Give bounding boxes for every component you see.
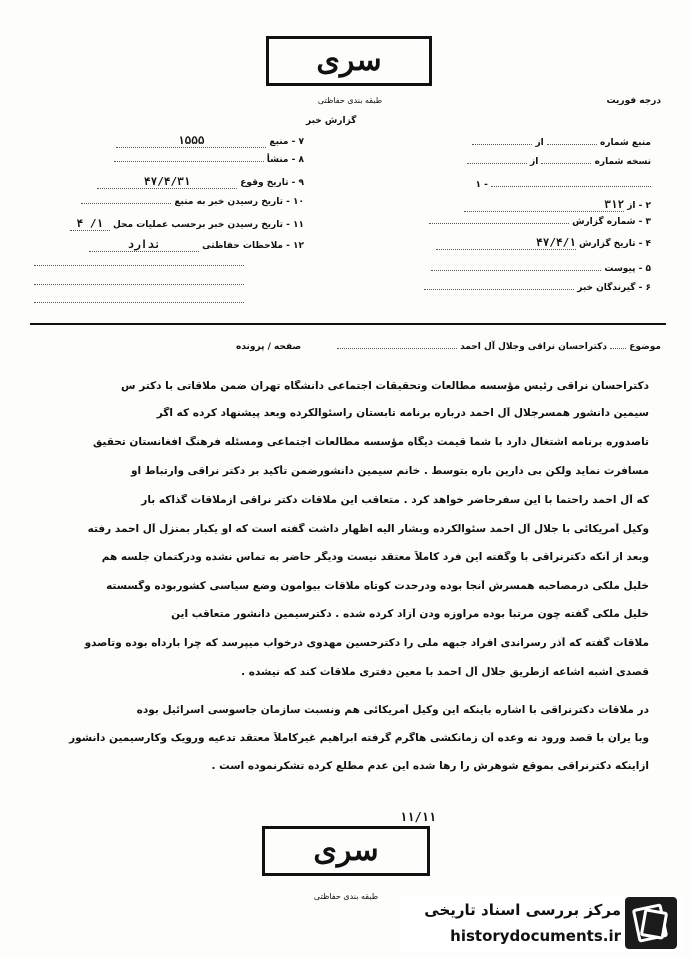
classification-stamp-top — [266, 36, 432, 86]
body-line: تاصدوره برنامه اشتغال دارد با شما قیمت دیگاه مؤسسه مطالعات اجتماعی ومسئله فرهنگ افغانستان تحقیق — [92, 436, 649, 448]
field-label: شماره — [600, 138, 629, 148]
field-label: ۸ - منشأ — [266, 155, 304, 165]
field-value: ۳۱۲ — [464, 198, 624, 212]
body-line: وکیل آمریکائی با جلال آل احمد سئوالکرده وبشار الیه اظهار داشت گفته است که او یکبار بمنزل آل احمد رفته — [87, 523, 649, 535]
body-line: وبا یران با قصد ورود نه وعده آن زمانکشی هاگرم گرفته ابراهیم غیرکاملاً معتقد تدعیه ورویک وکارسیمین دانشور — [69, 732, 649, 744]
copy-number-field — [467, 157, 651, 167]
field-value: ۴۷/۴/۳۱ — [97, 175, 237, 189]
field-value — [81, 203, 171, 204]
field-value: ۴۷/۴/۱ — [436, 236, 576, 250]
stamp-caption-bottom: طبقه بندی حفاظتی — [313, 892, 379, 901]
field-label: نسخه — [626, 157, 651, 167]
source-number-field — [472, 138, 651, 148]
field-3 — [429, 217, 651, 227]
blank-line — [34, 302, 244, 303]
field-label: ۱۰ - تاریخ رسیدن خبر به منبع — [174, 197, 304, 207]
field-value: ۱/ ۴ — [70, 217, 110, 231]
blank-line — [34, 284, 244, 285]
handwritten-mark: ۱۱/۱۱ — [400, 810, 437, 824]
field-label: شماره — [594, 157, 624, 167]
subject-value: دکتراحسان نراقی وجلال آل احمد — [460, 342, 608, 352]
field-label: منبع — [631, 138, 651, 148]
field-value — [429, 223, 569, 224]
blank-line — [34, 265, 244, 266]
field-value — [114, 161, 264, 162]
field-1 — [476, 180, 652, 190]
stamp-text: سری — [313, 833, 379, 868]
body-line: ملاقات گفته که آذر رسراندی افراد جبهه ملی را دکترحسین مهدوی درخواب میپرسد که چرا بارداه بوده وتاصدو — [84, 637, 649, 649]
field-7 — [34, 134, 304, 148]
field-value — [424, 289, 574, 290]
field-label: ۵ - پیوست — [604, 264, 651, 274]
body-line: در ملاقات دکترنراقی با اشاره باینکه این وکیل آمریکائی هم ونسبت سازمان جاسوسی اسرائیل بوده — [136, 704, 649, 716]
field-label: ۲ - از — [627, 201, 651, 211]
field-10 — [34, 197, 304, 207]
body-line: که آل احمد راحتماً با این سفرحاضر خواهد کرد . متعاقب این ملاقات دکتر نراقی ازملاقات گذاکه بار — [141, 494, 649, 506]
field-value: ۱۵۵۵ — [116, 134, 266, 148]
body-line: ازاینکه دکترنراقی بموقع شوهرش را رها شده این عدم مطلع کرده تشکرنموده است . — [211, 760, 649, 772]
field-8 — [34, 155, 304, 165]
field-label: ۱۲ - ملاحظات حفاظتی — [202, 241, 304, 251]
field-label: ۷ - منبع — [269, 137, 304, 147]
body-line: خلیل ملکی درمصاحبه همسرش آنجا بوده ودرحدت کوتاه ملاقات بیوامون وضع سیاسی کشوربوده وگسسته — [106, 580, 649, 592]
watermark-title: مرکز بررسی اسناد تاریخی — [424, 901, 621, 919]
field-label: ۱۱ - تاریخ رسیدن خبر برحسب عملیات محل — [112, 220, 304, 230]
field-label: از — [535, 138, 544, 148]
field-12 — [34, 238, 304, 252]
field-5 — [431, 264, 651, 274]
field-4 — [436, 236, 651, 250]
field-2 — [464, 198, 651, 212]
stamp-caption-top: طبقه بندی حفاظتی — [317, 96, 383, 105]
subject-label: موضوع — [629, 342, 661, 352]
field-value — [431, 270, 601, 271]
field-label: ۶ - گیرندگان خبر — [577, 283, 651, 293]
field-label: ۱ - — [475, 180, 491, 190]
archive-watermark — [401, 895, 683, 951]
body-line: قصدی اشبه اشاعه ازطریق جلال آل احمد با معین دفتری ملاقات کند که نیشده . — [241, 666, 649, 678]
field-value: ندارد — [89, 238, 199, 252]
body-line: سیمین دانشور همسرجلال آل احمد درباره برنامه تابستان راسئوالکرده وبعد پیشنهاد کرده که اگر — [156, 407, 649, 419]
report-title: گزارش خبر — [306, 116, 357, 126]
document-stack-icon — [625, 897, 677, 949]
body-line: مسافرت نماید ولکن بی دارین باره بتوسط . خانم سیمین دانشورضمن تأکید بر دکتر نراقی وارتباط او — [130, 465, 649, 477]
body-line: خلیل ملکی گفته چون مرتباً بوده مراوزه ودن آزاد کرده شده . دکترسیمین دانشور متعاقب این — [171, 608, 649, 620]
priority-label: درجه فوریت — [606, 96, 661, 106]
stamp-text: سری — [316, 43, 382, 78]
page-label: صفحه / پرونده — [236, 342, 302, 352]
field-9 — [34, 175, 304, 189]
field-label: ۳ - شماره گزارش — [572, 217, 651, 227]
watermark-url: historydocuments.ir — [450, 927, 621, 945]
field-value — [491, 186, 651, 187]
body-line: وبعد از آنکه دکترنراقی با وگفته این فرد کاملاً معتقد نیست ودیگر حاضر به تماس نشده ودرکتمان جلسه هم — [101, 551, 649, 563]
classification-stamp-bottom — [262, 826, 430, 876]
field-6 — [424, 283, 651, 293]
header-divider — [30, 323, 666, 325]
body-line: دکتراحسان نراقی رئیس مؤسسه مطالعات وتحقیقات اجتماعی دانشگاه تهران ضمن ملاقاتی با دکتر س — [121, 380, 649, 392]
field-11 — [34, 217, 304, 231]
subject-row — [337, 342, 661, 352]
field-label: ۹ - تاریخ وقوع — [240, 178, 304, 188]
field-label: از — [530, 157, 539, 167]
field-label: ۴ - تاریخ گزارش — [579, 239, 651, 249]
